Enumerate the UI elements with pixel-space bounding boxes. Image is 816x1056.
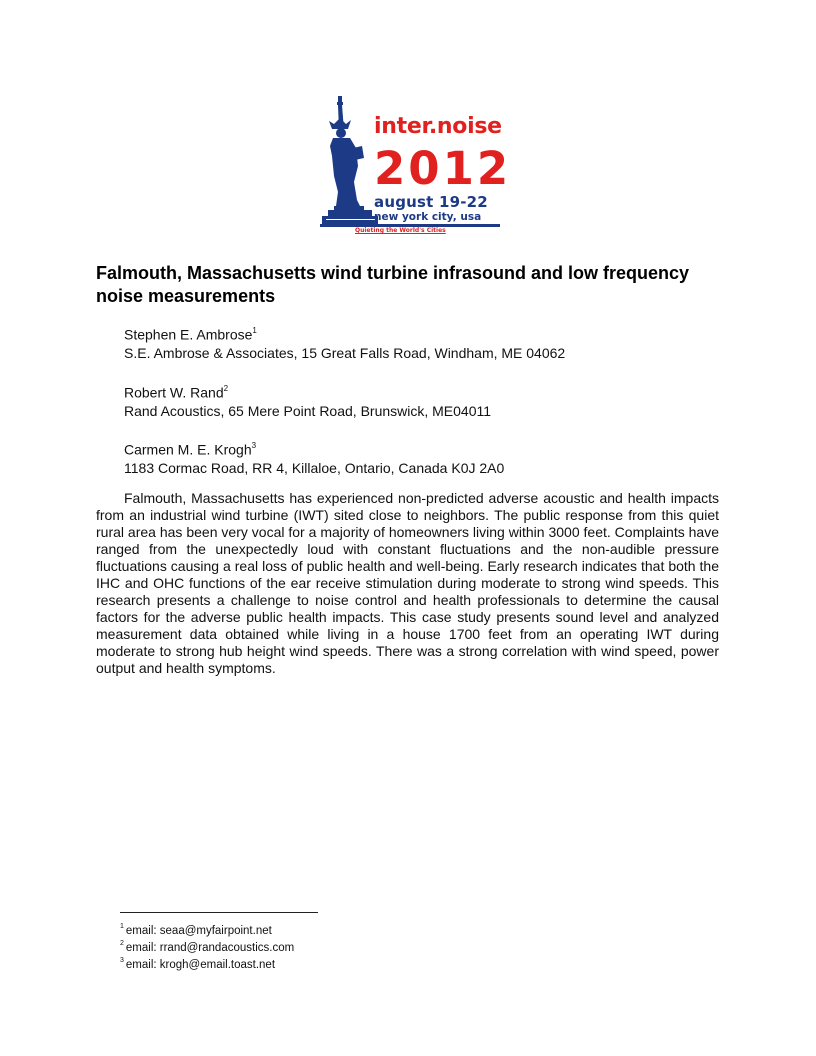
logo-year: 2012 bbox=[374, 142, 512, 195]
logo-dates: august 19-22 bbox=[374, 193, 488, 211]
footnote-divider bbox=[120, 912, 318, 913]
footnote-mark: 2 bbox=[223, 384, 229, 393]
footnotes bbox=[120, 921, 294, 971]
footnote: $^3$ email: krogh@email.toast.net bbox=[120, 956, 276, 971]
footnote: $^1$ email: seaa@myfairpoint.net bbox=[120, 923, 272, 937]
logo-tagline: Quieting the World's Cities bbox=[355, 227, 446, 234]
logo-brand: inter.noise bbox=[374, 114, 502, 139]
author-block bbox=[124, 323, 565, 362]
email-text: email: krogh@email.toast.net bbox=[125, 958, 276, 971]
author-name: Stephen E. Ambrose$^1$ bbox=[124, 326, 257, 343]
email-text: email: rrand@randacoustics.com bbox=[125, 941, 295, 954]
author-affiliation: S.E. Ambrose & Associates, 15 Great Falls Road, Windham, ME 04062 bbox=[124, 344, 566, 361]
abstract-paragraph: Falmouth, Massachusetts has experienced non-predicted adverse acoustic and health impacts from an industrial wind turbine (IWT) sited close to neighbors. The public response from this quiet rural area has been very vocal for a majority of homeowners living within 3000 feet. Complaints have ranged from the unexpectedly loud with constant fluctuations and the non-audible pressure fluctuations causing a real loss of public health and well-being. Early research indicates that both the IHC and OHC functions of the ear receive stimulation during moderate to strong wind speeds. This research presents a challenge to noise control and health professionals to determine the causal factors for the adverse public health impacts. This case study presents sound level and analyzed measurement data obtained while living in a house 1700 feet from an operating IWT during moderate to strong hub height wind speeds. There was a strong correlation with wind speed, power output and health symptoms. bbox=[96, 490, 719, 676]
author-affiliation: Rand Acoustics, 65 Mere Point Road, Brunswick, ME04011 bbox=[124, 402, 492, 419]
author-affiliation: 1183 Cormac Road, RR 4, Killaloe, Ontario, Canada K0J 2A0 bbox=[124, 459, 505, 476]
footnote: $^2$ email: rrand@randacoustics.com bbox=[120, 939, 295, 954]
footnote-mark: 1 bbox=[252, 326, 257, 335]
author-name: Robert W. Rand$^2$ bbox=[124, 384, 229, 401]
author-block bbox=[124, 438, 504, 477]
email-text: email: seaa@myfairpoint.net bbox=[125, 924, 272, 937]
footnote-mark: 3 bbox=[251, 441, 257, 450]
author-name: Carmen M. E. Krogh$^3$ bbox=[124, 441, 257, 458]
paper-title: Falmouth, Massachusetts wind turbine infrasound and low frequency noise measurements bbox=[96, 263, 690, 306]
logo-city: new york city, usa bbox=[374, 211, 482, 223]
author-block bbox=[124, 381, 491, 420]
